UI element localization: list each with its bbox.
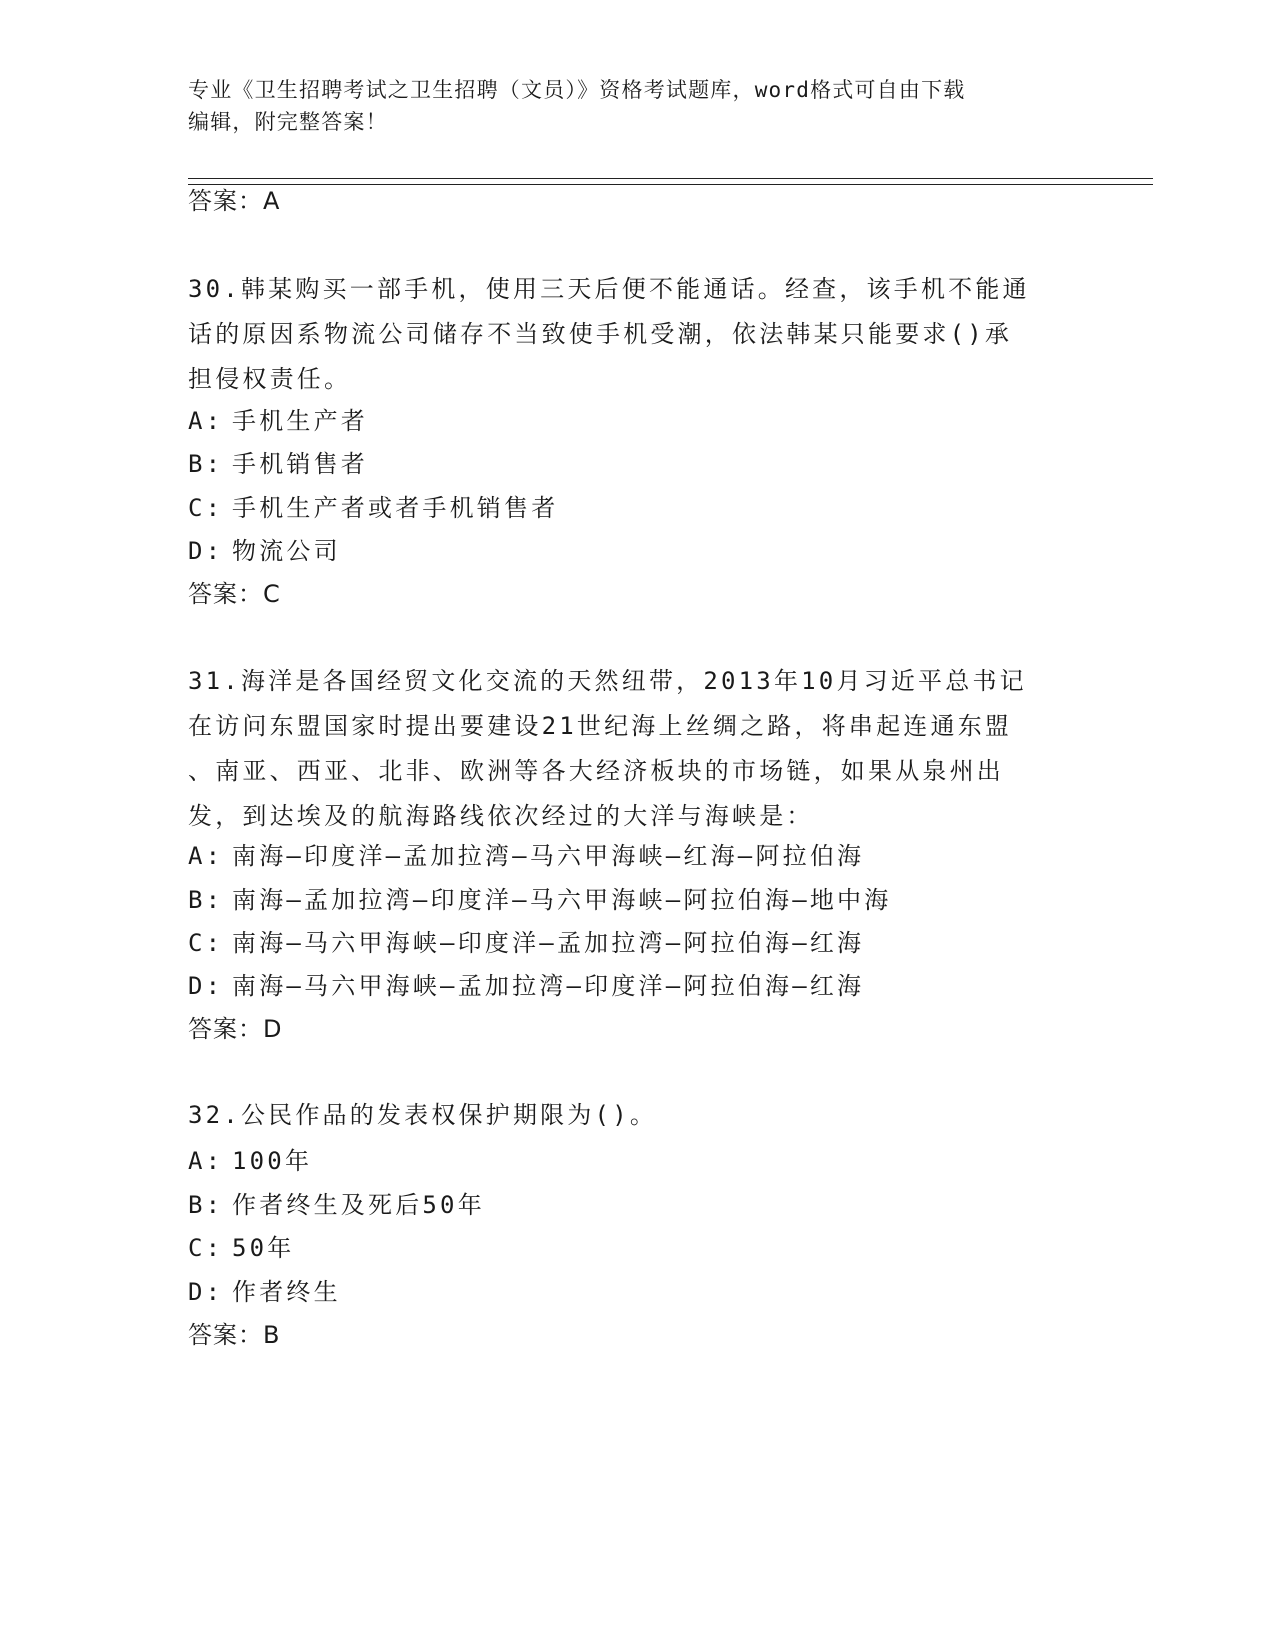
question-line: 话的原因系物流公司储存不当致使手机受潮，依法韩某只能要求()承 — [188, 320, 1013, 348]
question-30-answer: 答案：C — [188, 580, 281, 608]
question-line: 担侵权责任。 — [188, 365, 352, 393]
question-31-option-c — [188, 928, 864, 958]
option-text: 100年 — [232, 1147, 313, 1175]
option-text: 南海—孟加拉湾—印度洋—马六甲海峡—阿拉伯海—地中海 — [232, 886, 892, 914]
question-31-option-a — [188, 841, 864, 871]
question-line: 发，到达埃及的航海路线依次经过的大洋与海峡是： — [188, 802, 814, 830]
question-31-text — [188, 659, 1088, 839]
question-32-answer: 答案：B — [188, 1321, 281, 1349]
header-divider-bottom — [188, 184, 1153, 185]
previous-answer: 答案：A — [188, 187, 281, 215]
question-31-option-d — [188, 971, 864, 1001]
question-30-option-d — [188, 536, 341, 566]
option-letter: D: — [188, 537, 224, 565]
option-text: 手机销售者 — [232, 450, 368, 478]
question-30-option-b — [188, 449, 368, 479]
option-text: 50年 — [232, 1234, 295, 1262]
question-32-option-a — [188, 1146, 312, 1176]
option-text: 手机生产者 — [232, 407, 368, 435]
question-32-text — [188, 1093, 1088, 1138]
question-32-option-d — [188, 1277, 341, 1307]
option-letter: C: — [188, 929, 224, 957]
option-letter: D: — [188, 972, 224, 1000]
option-text: 南海—马六甲海峡—孟加拉湾—印度洋—阿拉伯海—红海 — [232, 972, 865, 1000]
option-letter: C: — [188, 1234, 224, 1262]
question-line: 31.海洋是各国经贸文化交流的天然纽带，2013年10月习近平总书记 — [188, 667, 1027, 695]
option-letter: A: — [188, 842, 224, 870]
question-31-answer: 答案：D — [188, 1015, 283, 1043]
question-30-option-c — [188, 493, 558, 523]
question-line: 在访问东盟国家时提出要建设21世纪海上丝绸之路，将串起连通东盟 — [188, 712, 1013, 740]
question-line: 32.公民作品的发表权保护期限为()。 — [188, 1101, 658, 1129]
question-line: 30.韩某购买一部手机，使用三天后便不能通话。经查，该手机不能通 — [188, 275, 1030, 303]
option-letter: B: — [188, 886, 224, 914]
question-line: 、南亚、西亚、北非、欧洲等各大经济板块的市场链，如果从泉州出 — [188, 757, 1004, 785]
option-text: 南海—马六甲海峡—印度洋—孟加拉湾—阿拉伯海—红海 — [232, 929, 865, 957]
option-text: 手机生产者或者手机销售者 — [232, 494, 559, 522]
option-letter: B: — [188, 450, 224, 478]
header-divider-top — [188, 178, 1153, 179]
header-line-2: 编辑，附完整答案！ — [188, 110, 388, 134]
question-30-option-a — [188, 406, 368, 436]
option-text: 物流公司 — [232, 537, 341, 565]
question-31-option-b — [188, 885, 891, 915]
option-letter: A: — [188, 1147, 224, 1175]
header-line-1: 专业《卫生招聘考试之卫生招聘（文员）》资格考试题库，word格式可自由下载 — [188, 78, 966, 102]
option-letter: C: — [188, 494, 224, 522]
option-text: 南海—印度洋—孟加拉湾—马六甲海峡—红海—阿拉伯海 — [232, 842, 865, 870]
option-text: 作者终生及死后50年 — [232, 1191, 485, 1219]
option-letter: B: — [188, 1191, 224, 1219]
option-letter: A: — [188, 407, 224, 435]
question-30-text — [188, 267, 1088, 402]
document-header — [188, 74, 1088, 138]
question-32-option-c — [188, 1233, 295, 1263]
option-letter: D: — [188, 1278, 224, 1306]
question-32-option-b — [188, 1190, 485, 1220]
option-text: 作者终生 — [232, 1278, 341, 1306]
